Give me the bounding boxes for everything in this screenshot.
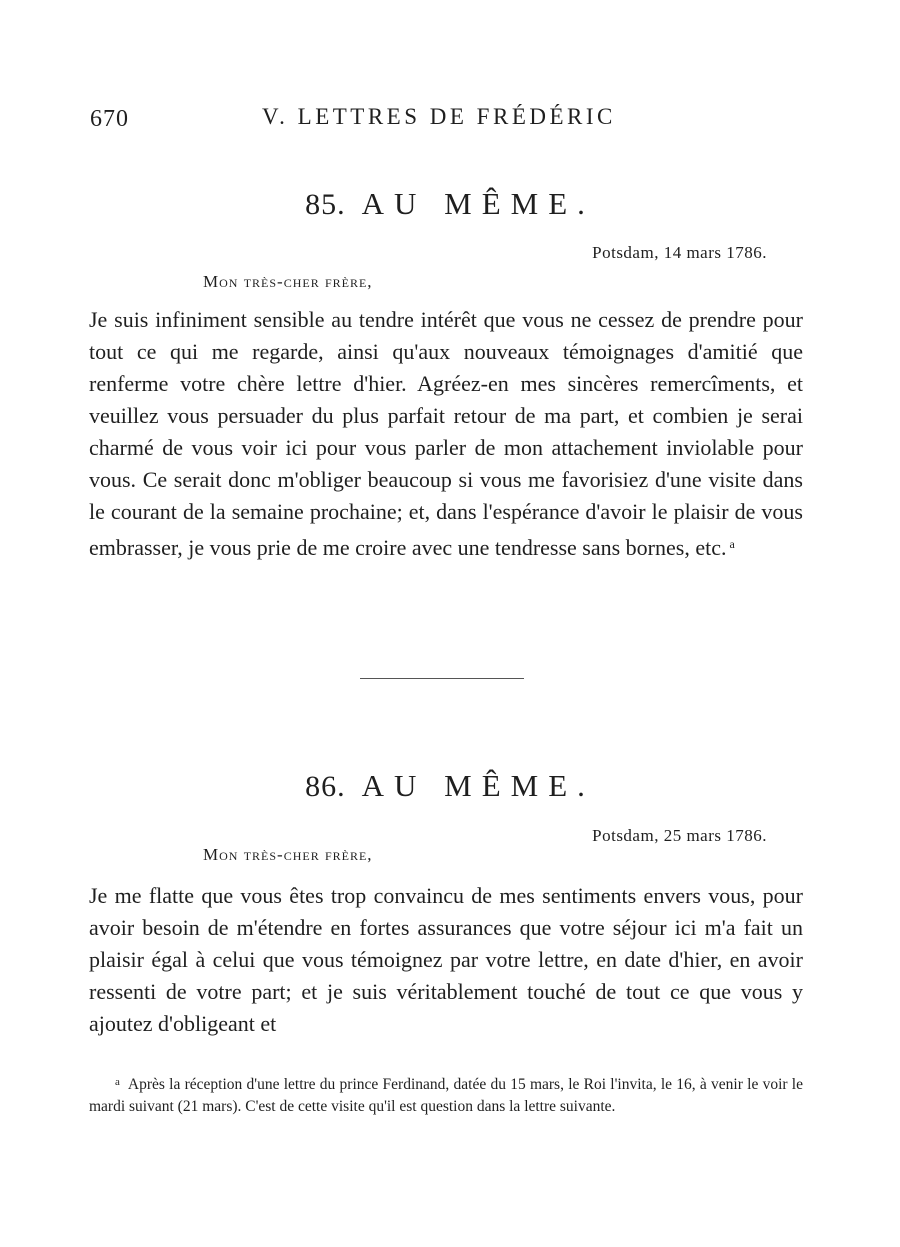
page-number: 670 <box>90 106 129 132</box>
letter-86-heading <box>0 768 900 804</box>
footnote <box>89 1071 803 1118</box>
footnote-text: Après la réception d'une lettre du prince Ferdinand, datée du 15 mars, le Roi l'invita, le 16, à venir le voir le mardi suivant (21 mars). C'est de cette visite qu'il est question dans la lettre suivante. <box>89 1076 803 1115</box>
letter-separator <box>360 678 524 679</box>
letter-85-footnote-ref: a <box>729 537 735 551</box>
letter-85-body-text: Je suis infiniment sensible au tendre intérêt que vous ne cessez de prendre pour tout ce qui me regarde, ainsi qu'aux nouveaux témoignages d'amitié que renferme votre chère lettre d'hier. Agréez-en mes sincères remercîments, et veuillez vous persuader du plus parfait retour de ma part, et combien je serai charmé de vous voir ici pour vous parler de mon attachement inviolable pour vous. Ce serait donc m'obliger beaucoup si vous me favorisiez d'une visite dans le courant de la semaine prochaine; et, dans l'espérance d'avoir le plaisir de vous embrasser, je vous prie de me croire avec une tendresse sans bornes, etc. <box>89 307 803 560</box>
letter-85-salutation: Mon très-cher frère, <box>203 272 373 291</box>
letter-85-title: AU MÊME. <box>361 186 595 221</box>
running-head: V. LETTRES DE FRÉDÉRIC <box>262 104 616 129</box>
letter-86-salutation: Mon très-cher frère, <box>203 845 373 864</box>
letter-86-dateline: Potsdam, 25 mars 1786. <box>592 826 767 845</box>
letter-86-number: 86. <box>305 770 346 803</box>
letter-86-title: AU MÊME. <box>361 768 595 803</box>
letter-85-heading <box>0 186 900 222</box>
letter-85-body <box>89 304 803 564</box>
letter-85-number: 85. <box>305 188 346 221</box>
footnote-mark: a <box>115 1076 120 1088</box>
letter-86-body: Je me flatte que vous êtes trop convaincu de mes sentiments envers vous, pour avoir besoin de m'étendre en fortes assurances que votre séjour ici m'a fait un plaisir égal à celui que vous témoignez par votre lettre, en date d'hier, en avoir ressenti de votre part; et je suis véritablement touché de tout ce que vous y ajoutez d'obligeant et <box>89 883 803 1036</box>
letter-85-dateline: Potsdam, 14 mars 1786. <box>592 243 767 262</box>
